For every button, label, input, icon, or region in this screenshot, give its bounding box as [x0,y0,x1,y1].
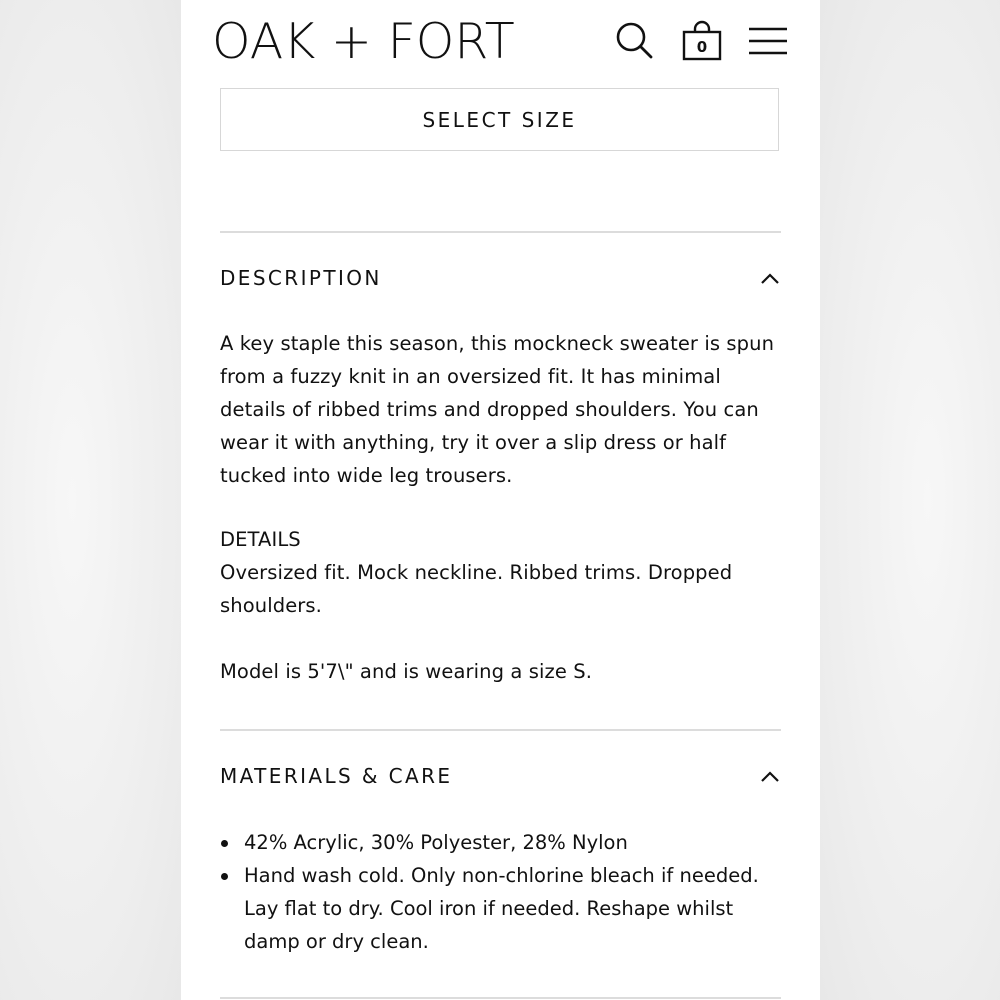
outer-background-right [820,0,1000,1000]
details-text: Oversized fit. Mock neckline. Ribbed trims. Dropped shoulders. [220,561,733,617]
search-icon [615,20,657,62]
list-item [220,859,780,958]
product-page [181,0,820,1000]
materials-title: MATERIALS & CARE [220,764,453,788]
select-size-button[interactable]: SELECT SIZE [220,88,779,151]
description-accordion-header[interactable] [220,258,781,298]
section-divider [220,997,781,999]
chevron-up-icon [759,766,781,786]
outer-background-left [0,0,181,1000]
brand-logo[interactable]: OAK + FORT [212,13,515,70]
details-heading: DETAILS [220,528,301,551]
chevron-up-icon [759,268,781,288]
section-divider [220,231,781,233]
cart-button[interactable] [681,18,723,64]
menu-button[interactable] [747,25,789,57]
hamburger-menu-icon [747,25,789,57]
materials-item-text: 42% Acrylic, 30% Polyester, 28% Nylon [244,831,628,854]
description-paragraph: A key staple this season, this mockneck sweater is spun from a fuzzy knit in an oversized fit. It has minimal details of ribbed trims and dropped shoulders. You can wear it with anything, try it over a slip dress or half tucked into wide leg trousers. [220,332,775,487]
materials-accordion-header[interactable] [220,756,781,796]
model-info: Model is 5'7\" and is wearing a size S. [220,660,592,683]
description-title: DESCRIPTION [220,266,382,290]
materials-item-text: Hand wash cold. Only non-chlorine bleach if needed. Lay flat to dry. Cool iron if needed. Reshape whilst damp or dry clean. [244,864,759,953]
section-divider [220,729,781,731]
list-item [220,826,780,859]
search-button[interactable] [615,20,657,62]
cart-count-badge: 0 [696,38,708,56]
site-header [181,0,820,84]
bullet-icon [221,840,228,847]
materials-list [220,826,780,958]
details-block [220,523,785,622]
bullet-icon [221,873,228,880]
